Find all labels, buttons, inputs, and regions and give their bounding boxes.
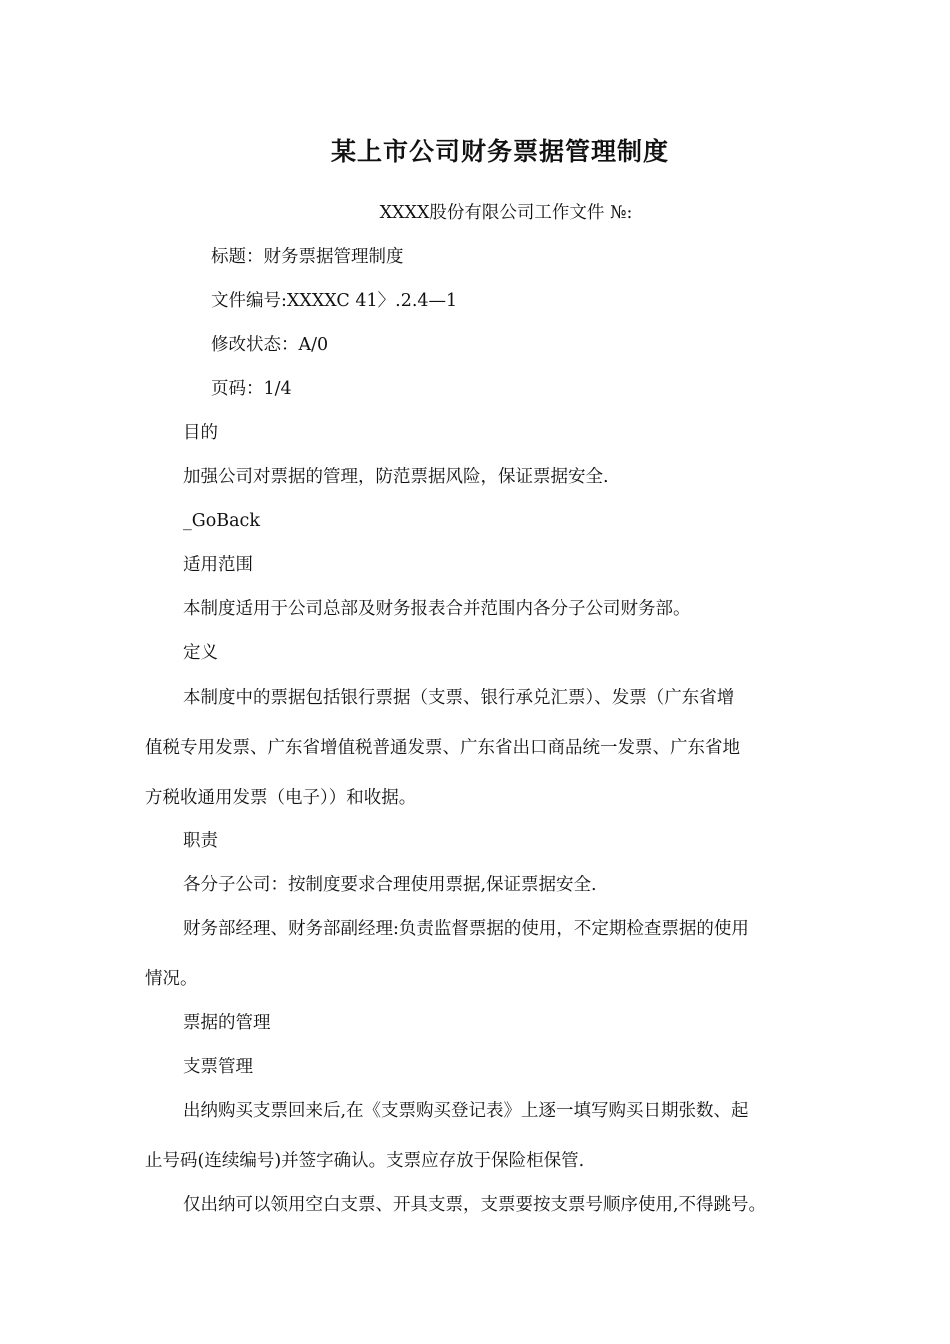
purpose-text: 加强公司对票据的管理，防范票据风险，保证票据安全.: [183, 467, 609, 487]
definition-text-line-1: 本制度中的票据包括银行票据（支票、银行承兑汇票）、发票（广东省增: [183, 688, 735, 708]
definition-text-line-2: 值税专用发票、广东省增值税普通发票、广东省出口商品统一发票、广东省地: [145, 738, 740, 758]
duty-text-2-line-2: 情况。: [145, 969, 198, 989]
duty-text-2-line-1: 财务部经理、财务部副经理:负责监督票据的使用，不定期检查票据的使用: [183, 919, 749, 939]
management-heading: 票据的管理: [183, 1013, 271, 1033]
meta-revision: 修改状态：A/0: [211, 335, 329, 355]
cheque-text-1-line-1: 出纳购买支票回来后,在《支票购买登记表》上逐一填写购买日期张数、起: [183, 1101, 749, 1121]
cheque-text-1-line-2: 止号码(连续编号)并签字确认。支票应存放于保险柜保管.: [145, 1151, 585, 1171]
definition-heading: 定义: [183, 643, 218, 663]
document-title: 某上市公司财务票据管理制度: [330, 137, 669, 166]
meta-subject: 标题：财务票据管理制度: [211, 247, 404, 267]
scope-text: 本制度适用于公司总部及财务报表合并范围内各分子公司财务部。: [183, 599, 691, 619]
meta-page: 页码：1/4: [211, 379, 292, 399]
duty-heading: 职责: [183, 831, 218, 851]
cheque-text-2: 仅出纳可以领用空白支票、开具支票，支票要按支票号顺序使用,不得跳号。: [183, 1195, 767, 1215]
cheque-heading: 支票管理: [183, 1057, 253, 1077]
meta-file-number: 文件编号:XXXXC 41〉.2.4—1: [211, 291, 458, 311]
duty-text-1: 各分子公司：按制度要求合理使用票据,保证票据安全.: [183, 875, 597, 895]
file-header: XXXX股份有限公司工作文件 №:: [379, 203, 633, 223]
purpose-heading: 目的: [183, 423, 218, 443]
goback-bookmark: _GoBack: [183, 511, 260, 531]
definition-text-line-3: 方税收通用发票（电子））和收据。: [145, 788, 417, 808]
scope-heading: 适用范围: [183, 555, 253, 575]
